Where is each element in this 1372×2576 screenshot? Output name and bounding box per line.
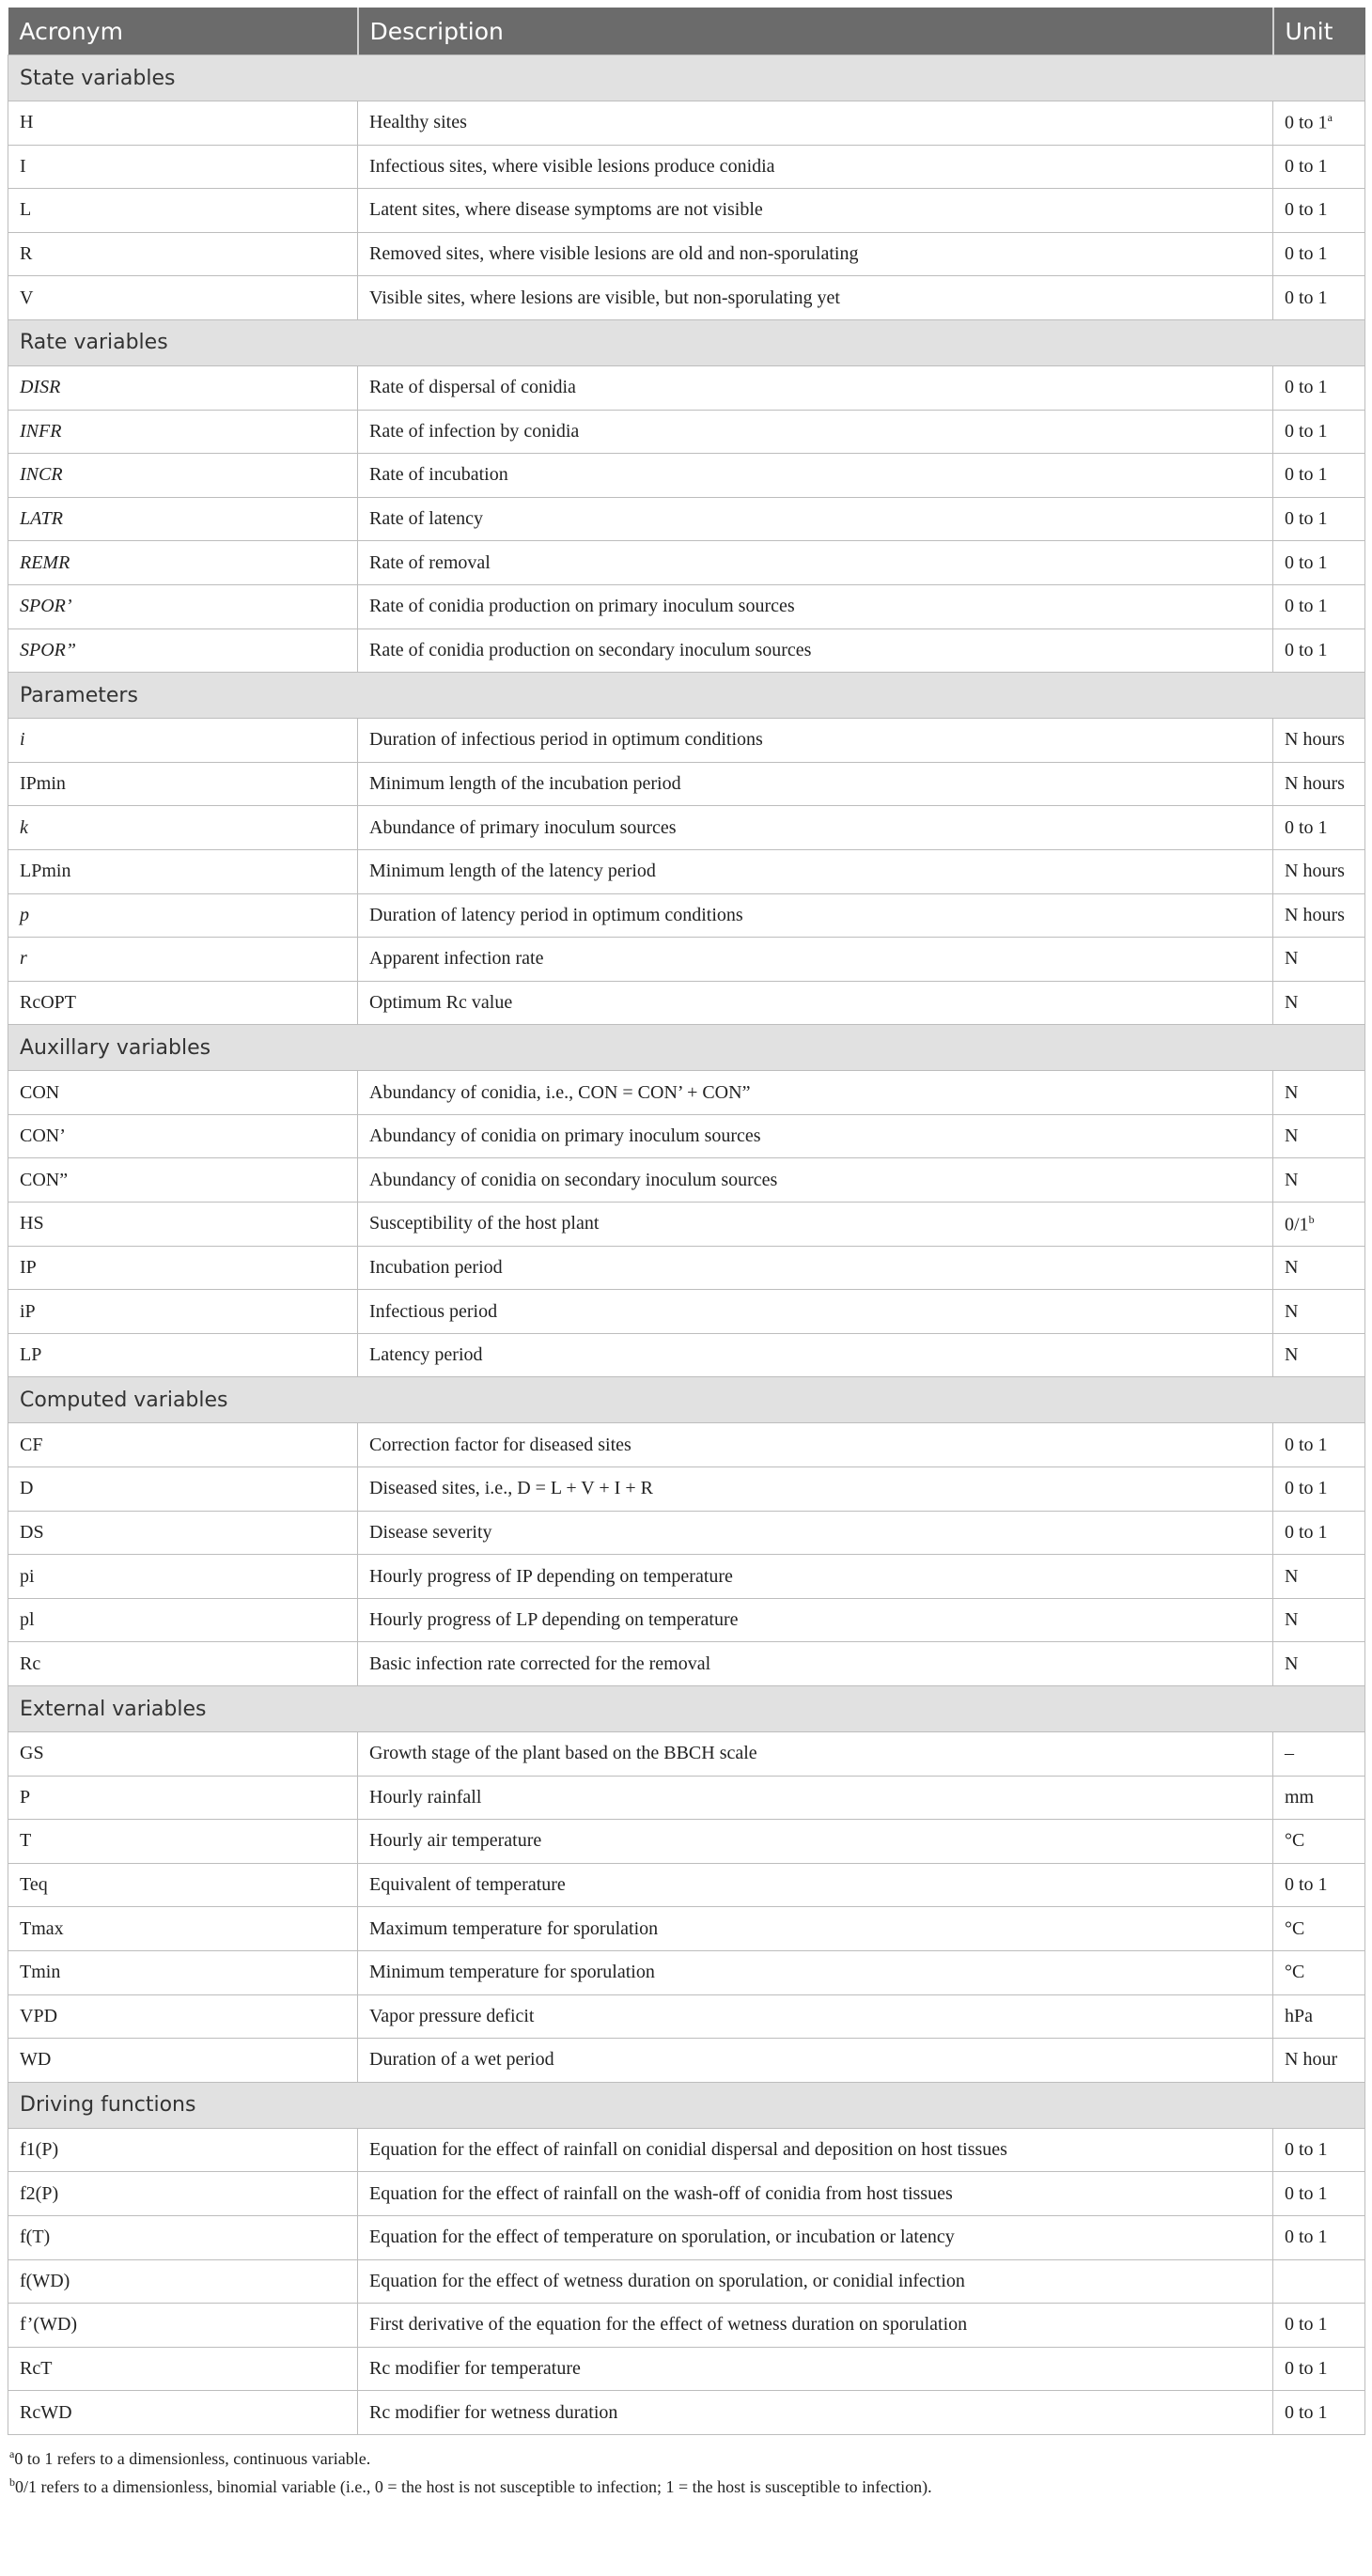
description-cell: Rate of incubation [358,454,1273,498]
description-cell: Basic infection rate corrected for the removal [358,1642,1273,1686]
description-cell: Abundancy of conidia, i.e., CON = CON’ + CON” [358,1071,1273,1115]
description-cell: Growth stage of the plant based on the BBCH scale [358,1732,1273,1777]
section-title: Computed variables [8,1377,1365,1423]
section-header-row [8,319,1365,365]
section-header-row [8,1377,1365,1423]
description-cell: Rate of conidia production on primary inoculum sources [358,584,1273,628]
unit-cell [1273,2172,1365,2216]
unit-cell [1273,1820,1365,1864]
unit-cell [1273,1776,1365,1820]
table-row [8,365,1365,410]
unit-cell [1273,2391,1365,2435]
unit-cell [1273,893,1365,938]
table-header-row [8,8,1365,55]
unit-cell [1273,584,1365,628]
footnote-line [9,2443,1364,2471]
unit-cell [1273,981,1365,1025]
acronym-cell: f’(WD) [8,2304,358,2348]
description-cell: Removed sites, where visible lesions are old and non-sporulating [358,232,1273,276]
unit-value: 0 to 1 [1285,464,1328,486]
description-cell: Apparent infection rate [358,938,1273,982]
description-cell: Vapor pressure deficit [358,1994,1273,2039]
unit-cell [1273,1114,1365,1158]
unit-value: N [1285,1609,1299,1631]
table-row [8,1950,1365,1994]
description-cell: Infectious period [358,1290,1273,1334]
description-cell: Rate of latency [358,497,1273,541]
description-cell: Hourly progress of LP depending on temperature [358,1598,1273,1642]
description-cell: Rate of conidia production on secondary inoculum sources [358,628,1273,673]
unit-cell [1273,410,1365,454]
unit-value: 0 to 1 [1285,243,1328,265]
unit-cell [1273,1158,1365,1203]
unit-value: 0 to 1 [1285,2139,1328,2161]
unit-cell [1273,365,1365,410]
table-row [8,454,1365,498]
unit-cell [1273,1333,1365,1377]
unit-cell [1273,1950,1365,1994]
description-cell: Diseased sites, i.e., D = L + V + I + R [358,1467,1273,1512]
unit-value: N [1285,991,1299,1013]
acronym-cell: H [8,101,358,146]
description-cell: Duration of infectious period in optimum conditions [358,719,1273,763]
table-body [8,55,1365,2435]
acronym-cell: LP [8,1333,358,1377]
table-row [8,1776,1365,1820]
footnotes [8,2443,1364,2499]
unit-value: N [1285,1653,1299,1674]
section-header-row [8,673,1365,719]
acronym-cell: D [8,1467,358,1512]
section-header-row [8,1025,1365,1071]
unit-value: °C [1285,1917,1305,1939]
description-cell: Equation for the effect of rainfall on the wash-off of conidia from host tissues [358,2172,1273,2216]
description-cell: Equation for the effect of rainfall on conidial dispersal and deposition on host tissues [358,2128,1273,2172]
description-cell: Latent sites, where disease symptoms are not visible [358,189,1273,233]
acronym-cell: SPOR’ [8,584,358,628]
description-cell: Latency period [358,1333,1273,1377]
unit-value: 0 to 1 [1285,551,1328,573]
table-row [8,145,1365,189]
acronym-cell: iP [8,1290,358,1334]
footnote-mark: b [9,2475,15,2489]
acronym-cell: HS [8,1203,358,1247]
unit-value: N [1285,1081,1299,1103]
section-header-row [8,2082,1365,2128]
unit-cell [1273,232,1365,276]
unit-value: N hours [1285,904,1345,925]
unit-value: 0 to 1 [1285,596,1328,617]
table-row [8,410,1365,454]
acronym-cell: T [8,1820,358,1864]
unit-value: N hour [1285,2049,1338,2071]
acronym-cell: WD [8,2039,358,2083]
unit-cell [1273,762,1365,806]
description-cell: Maximum temperature for sporulation [358,1907,1273,1951]
acronym-cell: IP [8,1246,358,1290]
table-row [8,2347,1365,2391]
unit-cell [1273,1203,1365,1247]
unit-cell [1273,189,1365,233]
unit-value: N hours [1285,729,1345,751]
section-title: Rate variables [8,319,1365,365]
footnote-mark: a [9,2446,15,2460]
acronym-cell: RcT [8,2347,358,2391]
table-row [8,1555,1365,1599]
acronym-cell: REMR [8,541,358,585]
description-cell: Equation for the effect of wetness duration on sporulation, or conidial infection [358,2259,1273,2304]
table-row [8,1246,1365,1290]
footnote-text: 0 to 1 refers to a dimensionless, continuous variable. [14,2448,371,2468]
description-cell: Hourly progress of IP depending on temperature [358,1555,1273,1599]
description-cell: Hourly air temperature [358,1820,1273,1864]
unit-value: N [1285,1344,1299,1366]
unit-cell [1273,1071,1365,1115]
description-cell: Equivalent of temperature [358,1863,1273,1907]
acronym-cell: Tmin [8,1950,358,1994]
unit-cell [1273,1511,1365,1555]
unit-cell [1273,938,1365,982]
acronym-cell: INCR [8,454,358,498]
description-cell: Abundance of primary inoculum sources [358,806,1273,850]
table-row [8,893,1365,938]
unit-value: – [1285,1743,1294,1764]
acronym-cell: k [8,806,358,850]
acronym-cell: f2(P) [8,2172,358,2216]
acronym-cell: Teq [8,1863,358,1907]
table-row [8,276,1365,320]
section-header-row [8,1686,1365,1732]
unit-cell [1273,806,1365,850]
unit-cell [1273,1290,1365,1334]
table-row [8,1071,1365,1115]
acronym-cell: R [8,232,358,276]
acronym-cell: VPD [8,1994,358,2039]
unit-value: N [1285,1169,1299,1190]
table-row [8,2304,1365,2348]
acronym-cell: SPOR” [8,628,358,673]
acronym-cell: pl [8,1598,358,1642]
description-cell: Healthy sites [358,101,1273,146]
acronym-cell: f(WD) [8,2259,358,2304]
unit-value: 0 to 1 [1285,287,1328,308]
section-title: State variables [8,55,1365,101]
header-description: Description [358,8,1273,55]
description-cell: Rate of infection by conidia [358,410,1273,454]
table-row [8,981,1365,1025]
acronym-cell: pi [8,1555,358,1599]
unit-value: N [1285,1300,1299,1322]
unit-cell [1273,1423,1365,1467]
unit-value: 0 to 1 [1285,508,1328,530]
table-row [8,1114,1365,1158]
table-row [8,628,1365,673]
unit-cell [1273,1863,1365,1907]
unit-cell [1273,628,1365,673]
acronym-cell: CON” [8,1158,358,1203]
unit-value: 0 to 1 [1285,1478,1328,1499]
table-row [8,1642,1365,1686]
unit-value: 0 to 1 [1285,155,1328,177]
unit-cell [1273,719,1365,763]
unit-value: 0 to 1 [1285,1874,1328,1896]
unit-cell [1273,2259,1365,2304]
acronym-cell: RcWD [8,2391,358,2435]
description-cell: Incubation period [358,1246,1273,1290]
table-row [8,2391,1365,2435]
description-cell: Susceptibility of the host plant [358,1203,1273,1247]
unit-cell [1273,454,1365,498]
unit-cell [1273,145,1365,189]
unit-value: N [1285,948,1299,970]
unit-cell [1273,1907,1365,1951]
unit-value: 0/1 [1285,1214,1309,1235]
table-row [8,849,1365,893]
table-row [8,1511,1365,1555]
table-row [8,762,1365,806]
unit-value: N [1285,1125,1299,1147]
acronym-cell: i [8,719,358,763]
acronym-cell: LATR [8,497,358,541]
table-row [8,1158,1365,1203]
table-row [8,1203,1365,1247]
description-cell: Abundancy of conidia on primary inoculum sources [358,1114,1273,1158]
table-row [8,2259,1365,2304]
table-row [8,1333,1365,1377]
description-cell: Rate of dispersal of conidia [358,365,1273,410]
acronym-cell: Rc [8,1642,358,1686]
acronym-cell: INFR [8,410,358,454]
table-row [8,1907,1365,1951]
section-title: Driving functions [8,2082,1365,2128]
unit-value: 0 to 1 [1285,2314,1328,2335]
unit-value: 0 to 1 [1285,113,1328,134]
header-acronym: Acronym [8,8,358,55]
acronym-cell: p [8,893,358,938]
unit-value: N [1285,1256,1299,1278]
description-cell: Minimum length of the incubation period [358,762,1273,806]
acronym-cell: CON [8,1071,358,1115]
unit-value: 0 to 1 [1285,420,1328,442]
table-row [8,806,1365,850]
unit-cell [1273,1732,1365,1777]
description-cell: Hourly rainfall [358,1776,1273,1820]
description-cell: Rc modifier for wetness duration [358,2391,1273,2435]
acronym-cell: RcOPT [8,981,358,1025]
unit-cell [1273,101,1365,146]
unit-cell [1273,2304,1365,2348]
unit-value: N hours [1285,861,1345,882]
table-row [8,2039,1365,2083]
unit-value: 0 to 1 [1285,1521,1328,1543]
acronym-cell: DS [8,1511,358,1555]
acronym-cell: r [8,938,358,982]
unit-value: mm [1285,1786,1315,1808]
acronym-cell: f(T) [8,2215,358,2259]
description-cell: Visible sites, where lesions are visible, but non-sporulating yet [358,276,1273,320]
acronym-cell: GS [8,1732,358,1777]
unit-value: 0 to 1 [1285,2401,1328,2423]
section-title: Parameters [8,673,1365,719]
acronym-cell: DISR [8,365,358,410]
description-cell: Duration of latency period in optimum conditions [358,893,1273,938]
unit-value: 0 to 1 [1285,2227,1328,2248]
acronym-cell: CF [8,1423,358,1467]
unit-value: N hours [1285,773,1345,795]
acronym-cell: IPmin [8,762,358,806]
table-row [8,189,1365,233]
table-row [8,1994,1365,2039]
table-row [8,938,1365,982]
header-unit: Unit [1273,8,1365,55]
acronym-cell: P [8,1776,358,1820]
table-row [8,719,1365,763]
table-row [8,497,1365,541]
table-row [8,2128,1365,2172]
table-row [8,2172,1365,2216]
unit-cell [1273,497,1365,541]
unit-value: 0 to 1 [1285,1434,1328,1455]
unit-cell [1273,1598,1365,1642]
table-row [8,1423,1365,1467]
acronym-cell: CON’ [8,1114,358,1158]
unit-value: N [1285,1565,1299,1587]
table-row [8,1290,1365,1334]
description-cell: Minimum temperature for sporulation [358,1950,1273,1994]
unit-cell [1273,541,1365,585]
section-header-row [8,55,1365,101]
acronym-cell: LPmin [8,849,358,893]
unit-cell [1273,1994,1365,2039]
unit-cell [1273,2347,1365,2391]
table-row [8,1598,1365,1642]
acronym-cell: V [8,276,358,320]
description-cell: Rc modifier for temperature [358,2347,1273,2391]
description-cell: Correction factor for diseased sites [358,1423,1273,1467]
table-row [8,2215,1365,2259]
description-cell: Duration of a wet period [358,2039,1273,2083]
footnote-line [9,2471,1364,2499]
section-title: External variables [8,1686,1365,1732]
variables-table [8,8,1365,2435]
acronym-cell: L [8,189,358,233]
table-row [8,1820,1365,1864]
description-cell: Infectious sites, where visible lesions produce conidia [358,145,1273,189]
footnote-marker: a [1327,111,1333,125]
table-row [8,541,1365,585]
unit-value: hPa [1285,2005,1313,2026]
table-row [8,1863,1365,1907]
unit-value: 0 to 1 [1285,377,1328,398]
unit-cell [1273,276,1365,320]
unit-cell [1273,1467,1365,1512]
table-row [8,101,1365,146]
unit-cell [1273,1642,1365,1686]
unit-value: 0 to 1 [1285,2182,1328,2204]
description-cell: First derivative of the equation for the effect of wetness duration on sporulation [358,2304,1273,2348]
unit-value: °C [1285,1830,1305,1852]
unit-cell [1273,2215,1365,2259]
footnote-marker: b [1308,1212,1315,1226]
acronym-cell: f1(P) [8,2128,358,2172]
table-row [8,1732,1365,1777]
unit-cell [1273,1246,1365,1290]
description-cell: Optimum Rc value [358,981,1273,1025]
unit-cell [1273,2128,1365,2172]
table-row [8,232,1365,276]
acronym-cell: I [8,145,358,189]
description-cell: Abundancy of conidia on secondary inoculum sources [358,1158,1273,1203]
unit-cell [1273,2039,1365,2083]
unit-value: 0 to 1 [1285,2358,1328,2380]
unit-cell [1273,1555,1365,1599]
unit-cell [1273,849,1365,893]
unit-value: °C [1285,1962,1305,1983]
description-cell: Equation for the effect of temperature on sporulation, or incubation or latency [358,2215,1273,2259]
description-cell: Rate of removal [358,541,1273,585]
section-title: Auxillary variables [8,1025,1365,1071]
table-row [8,1467,1365,1512]
unit-value: 0 to 1 [1285,816,1328,838]
acronym-cell: Tmax [8,1907,358,1951]
description-cell: Minimum length of the latency period [358,849,1273,893]
footnote-text: 0/1 refers to a dimensionless, binomial variable (i.e., 0 = the host is not susceptible to infection; 1 = the host is susceptible to infection). [15,2476,932,2496]
description-cell: Disease severity [358,1511,1273,1555]
table-row [8,584,1365,628]
unit-value: 0 to 1 [1285,639,1328,660]
variables-table-container [8,8,1364,2499]
unit-value: 0 to 1 [1285,199,1328,221]
